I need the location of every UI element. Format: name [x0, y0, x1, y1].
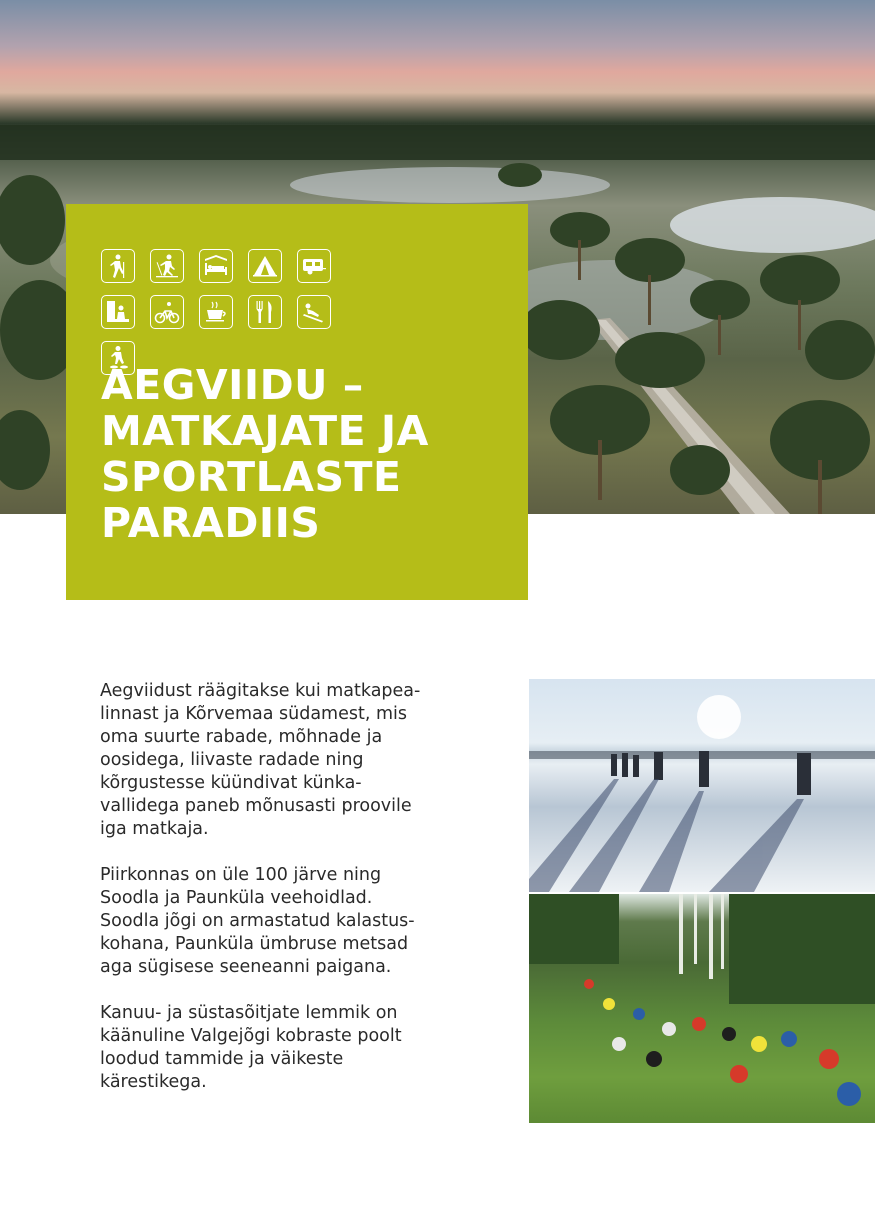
paragraph-3: Kanuu- ja süstasõitjate lemmik on käänuline Valgejõgi kobraste poolt loodud tammide ja väikeste kärestikega.	[100, 1003, 402, 1092]
camping-tent-icon	[248, 249, 282, 283]
cross-country-skiing-icon	[150, 249, 184, 283]
winter-hikers-illustration	[529, 679, 875, 892]
accommodation-bed-icon	[199, 249, 233, 283]
paragraph-2: Piirkonnas on üle 100 järve ning Soodla ja Paunküla veehoidlad. Soodla jõgi on armastatud kalastus- kohana, Paunküla ümbruse metsad aga sügisese seeneanni paigana.	[100, 865, 415, 977]
restaurant-icon	[248, 295, 282, 329]
winter-hikers-photo	[529, 679, 875, 892]
cycling-icon	[150, 295, 184, 329]
article-body	[100, 680, 500, 1117]
sledding-icon	[297, 295, 331, 329]
page-title: AEGVIIDU – MATKAJATE JA SPORTLASTE PARADIIS	[101, 361, 429, 547]
paragraph-1: Aegviidust räägitakse kui matkapea- linnast ja Kõrvemaa südamest, mis oma suurte rabade, mõhnade ja oosidega, liivaste radade ning kõrgustesse küündivat künka- vallidega paneb mõnusasti proovile iga matkaja.	[100, 681, 421, 839]
mountain-bike-race-photo	[529, 894, 875, 1123]
bike-race-illustration	[529, 894, 875, 1123]
cafe-icon	[199, 295, 233, 329]
activity-icon-grid	[101, 249, 336, 375]
caravan-icon	[297, 249, 331, 283]
information-desk-icon	[101, 295, 135, 329]
hiking-icon	[101, 249, 135, 283]
